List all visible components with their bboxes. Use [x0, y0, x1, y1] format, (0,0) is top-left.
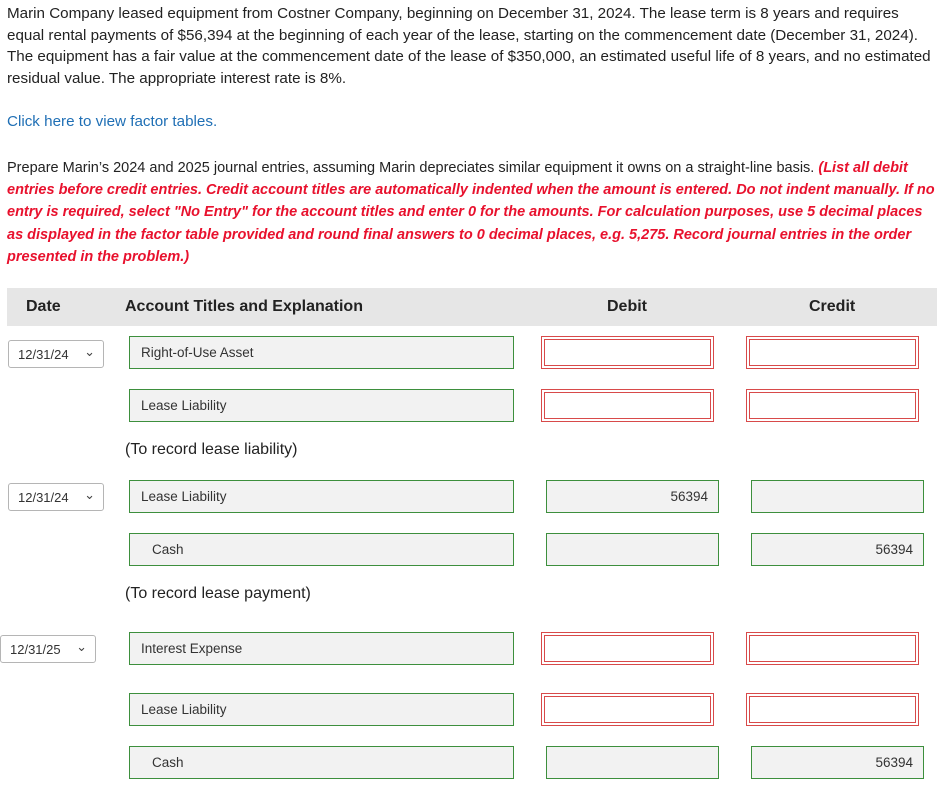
- chevron-down-icon: ⌄: [84, 344, 95, 359]
- date-select-entry-2[interactable]: [8, 483, 104, 511]
- account-field-3-3[interactable]: Cash: [129, 746, 514, 779]
- debit-field-1-1[interactable]: [541, 336, 714, 369]
- chevron-down-icon: ⌄: [84, 487, 95, 502]
- account-field-1-2[interactable]: Lease Liability: [129, 389, 514, 422]
- date-value: 12/31/25: [10, 642, 61, 657]
- header-account: Account Titles and Explanation: [125, 298, 363, 315]
- debit-field-3-2[interactable]: [541, 693, 714, 726]
- account-field-1-1[interactable]: Right-of-Use Asset: [129, 336, 514, 369]
- account-field-3-2[interactable]: Lease Liability: [129, 693, 514, 726]
- credit-field-3-3[interactable]: 56394: [751, 746, 924, 779]
- credit-field-2-1[interactable]: [751, 480, 924, 513]
- header-debit: Debit: [607, 298, 647, 315]
- header-date: Date: [26, 298, 61, 315]
- debit-field-3-1[interactable]: [541, 632, 714, 665]
- date-value: 12/31/24: [18, 490, 69, 505]
- chevron-down-icon: ⌄: [76, 639, 87, 654]
- credit-field-3-2[interactable]: [746, 693, 919, 726]
- journal-table-header: [7, 288, 937, 326]
- problem-statement: Marin Company leased equipment from Costner Company, beginning on December 31, 2024. The lease term is 8 years and requires equal rental payments of $56,394 at the beginning of each year of the lease, starting on the commencement date (December 31, 2024). The equipment has a fair value at the commencement date of the lease of $350,000, an estimated useful life of 8 years, and no estimated residual value. The appropriate interest rate is 8%.: [7, 5, 931, 87]
- account-field-2-1[interactable]: Lease Liability: [129, 480, 514, 513]
- credit-field-1-2[interactable]: [746, 389, 919, 422]
- instructions-emphasis: (List all debit entries before credit entries. Credit account titles are automatically indented when the amount is entered. Do not indent manually. If no entry is required, select "No Entry" for the account titles and enter 0 for the amounts. For calculation purposes, use 5 decimal places as displayed in the factor table provided and round final answers to 0 decimal places, e.g. 5,275. Record journal entries in the order presented in the problem.): [7, 160, 935, 265]
- credit-field-2-2[interactable]: 56394: [751, 533, 924, 566]
- memo-entry-2: (To record lease payment): [125, 585, 311, 602]
- instructions-text: Prepare Marin’s 2024 and 2025 journal entries, assuming Marin depreciates similar equipment it owns on a straight-line basis.: [7, 160, 819, 176]
- memo-entry-1: (To record lease liability): [125, 441, 298, 458]
- account-field-3-1[interactable]: Interest Expense: [129, 632, 514, 665]
- date-value: 12/31/24: [18, 347, 69, 362]
- debit-field-1-2[interactable]: [541, 389, 714, 422]
- date-select-entry-3[interactable]: [0, 635, 96, 663]
- date-select-entry-1[interactable]: [8, 340, 104, 368]
- instructions: [7, 157, 935, 268]
- account-field-2-2[interactable]: Cash: [129, 533, 514, 566]
- credit-field-1-1[interactable]: [746, 336, 919, 369]
- debit-field-2-1[interactable]: 56394: [546, 480, 719, 513]
- header-credit: Credit: [809, 298, 856, 315]
- factor-tables-link[interactable]: Click here to view factor tables.: [7, 113, 218, 130]
- debit-field-3-3[interactable]: [546, 746, 719, 779]
- credit-field-3-1[interactable]: [746, 632, 919, 665]
- debit-field-2-2[interactable]: [546, 533, 719, 566]
